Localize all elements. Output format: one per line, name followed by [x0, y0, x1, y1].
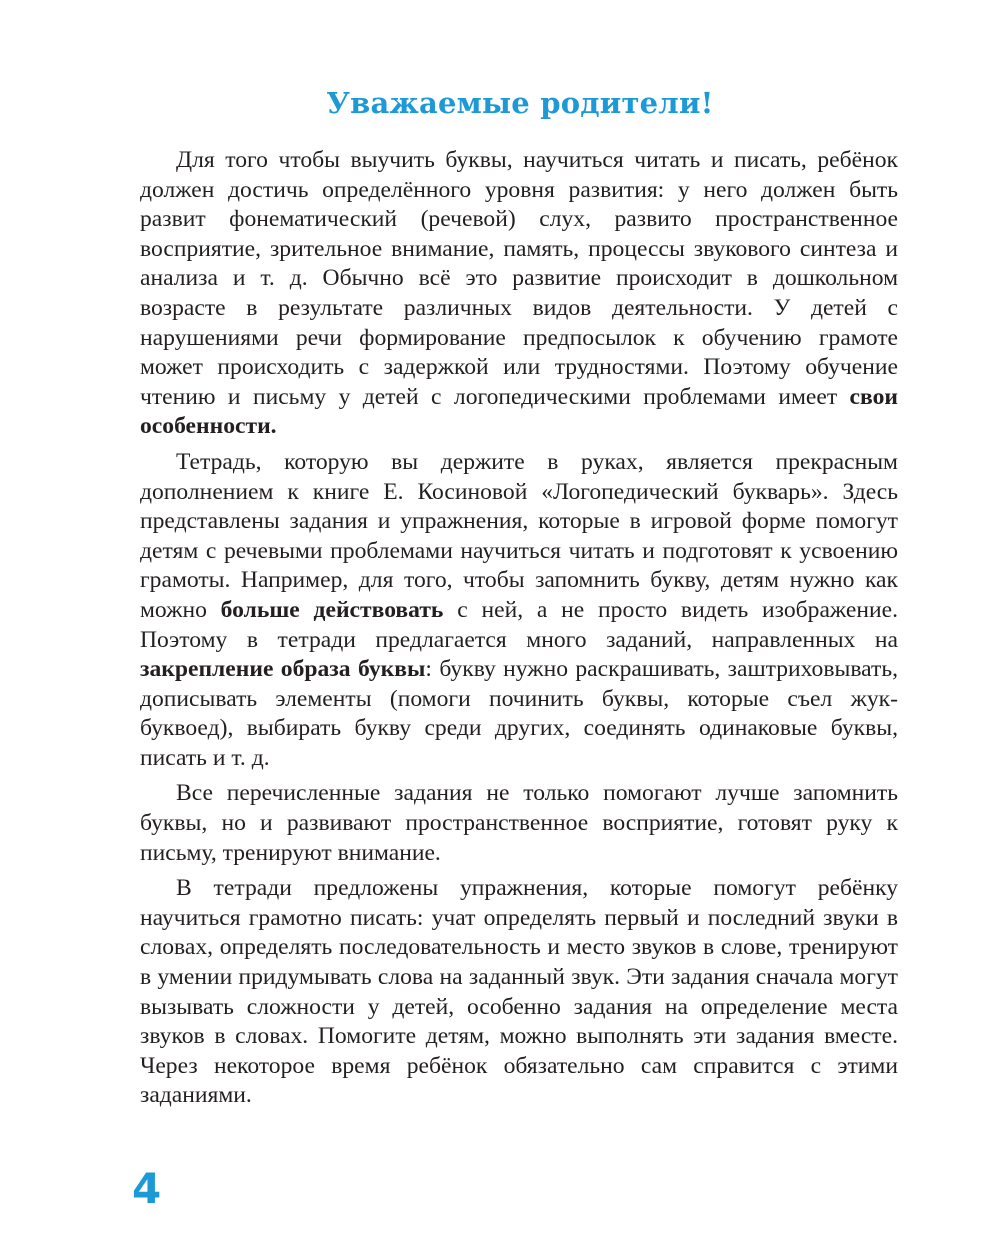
paragraph-2-bold-2: закрепление образа буквы: [140, 656, 426, 683]
paragraph-4: [140, 874, 898, 1111]
paragraph-2: [140, 448, 898, 774]
paragraph-4-text-1: В тетради предложены упражнения, которые помогут ребёнку научиться грамотно писать: учат определять первый и последний звуки в словах, определять последовательность и место звуков в слове, тренируют в умении придумывать слова на заданный звук. Эти задания сначала могут вызывать сложности у детей, особенно задания на определение места звуков в словах. Помогите детям, можно выполнять эти задания вместе. Через некоторое время ребёнок обязательно сам справится с этими заданиями.: [140, 875, 898, 1109]
paragraph-3: [140, 779, 898, 868]
paragraph-1-bold-1: свои особенности.: [140, 383, 898, 440]
paragraph-1-text-1: Для того чтобы выучить буквы, научиться читать и писать, ребёнок должен достичь определённого уровня развития: у него должен быть развит фонематический (речевой) слух, развито пространственное восприятие, зрительное внимание, память, процессы звукового синтеза и анализа и т. д. Обычно всё это развитие происходит в дошкольном возрасте в результате различных видов деятельности. У детей с нарушениями речи формирование предпосылок к обучению грамоте может происходить с задержкой или трудностями. Поэтому обучение чтению и письму у детей с логопедическими проблемами имеет: [140, 147, 898, 410]
paragraph-2-bold-1: больше действовать: [220, 596, 444, 623]
paragraph-2-text-3: : букву нужно раскрашивать, заштриховывать, дописывать элементы (помоги починить буквы, которые съел жук-буквоед), выбирать букву среди других, соединять одинаковые буквы, писать и т. д.: [140, 656, 898, 771]
page-title: Уважаемые родители!: [326, 86, 714, 120]
paragraph-2-text-2: с ней, а не просто видеть изображение. Поэтому в тетради предлагается много заданий, направленных на: [140, 596, 899, 653]
paragraph-1: [140, 146, 898, 442]
body-text: [140, 146, 898, 1117]
page-number: 4: [132, 1164, 162, 1213]
paragraph-2-text-1: Тетрадь, которую вы держите в руках, является прекрасным дополнением к книге Е. Косиновой «Логопедический букварь». Здесь представлены задания и упражнения, которые в игровой форме помогут детям с речевыми проблемами научиться читать и подготовят к усвоению грамоты. Например, для того, чтобы запомнить букву, детям нужно как можно: [140, 448, 898, 623]
paragraph-3-text-1: Все перечисленные задания не только помогают лучше запомнить буквы, но и развивают пространственное восприятие, готовят руку к письму, тренируют внимание.: [140, 780, 898, 866]
